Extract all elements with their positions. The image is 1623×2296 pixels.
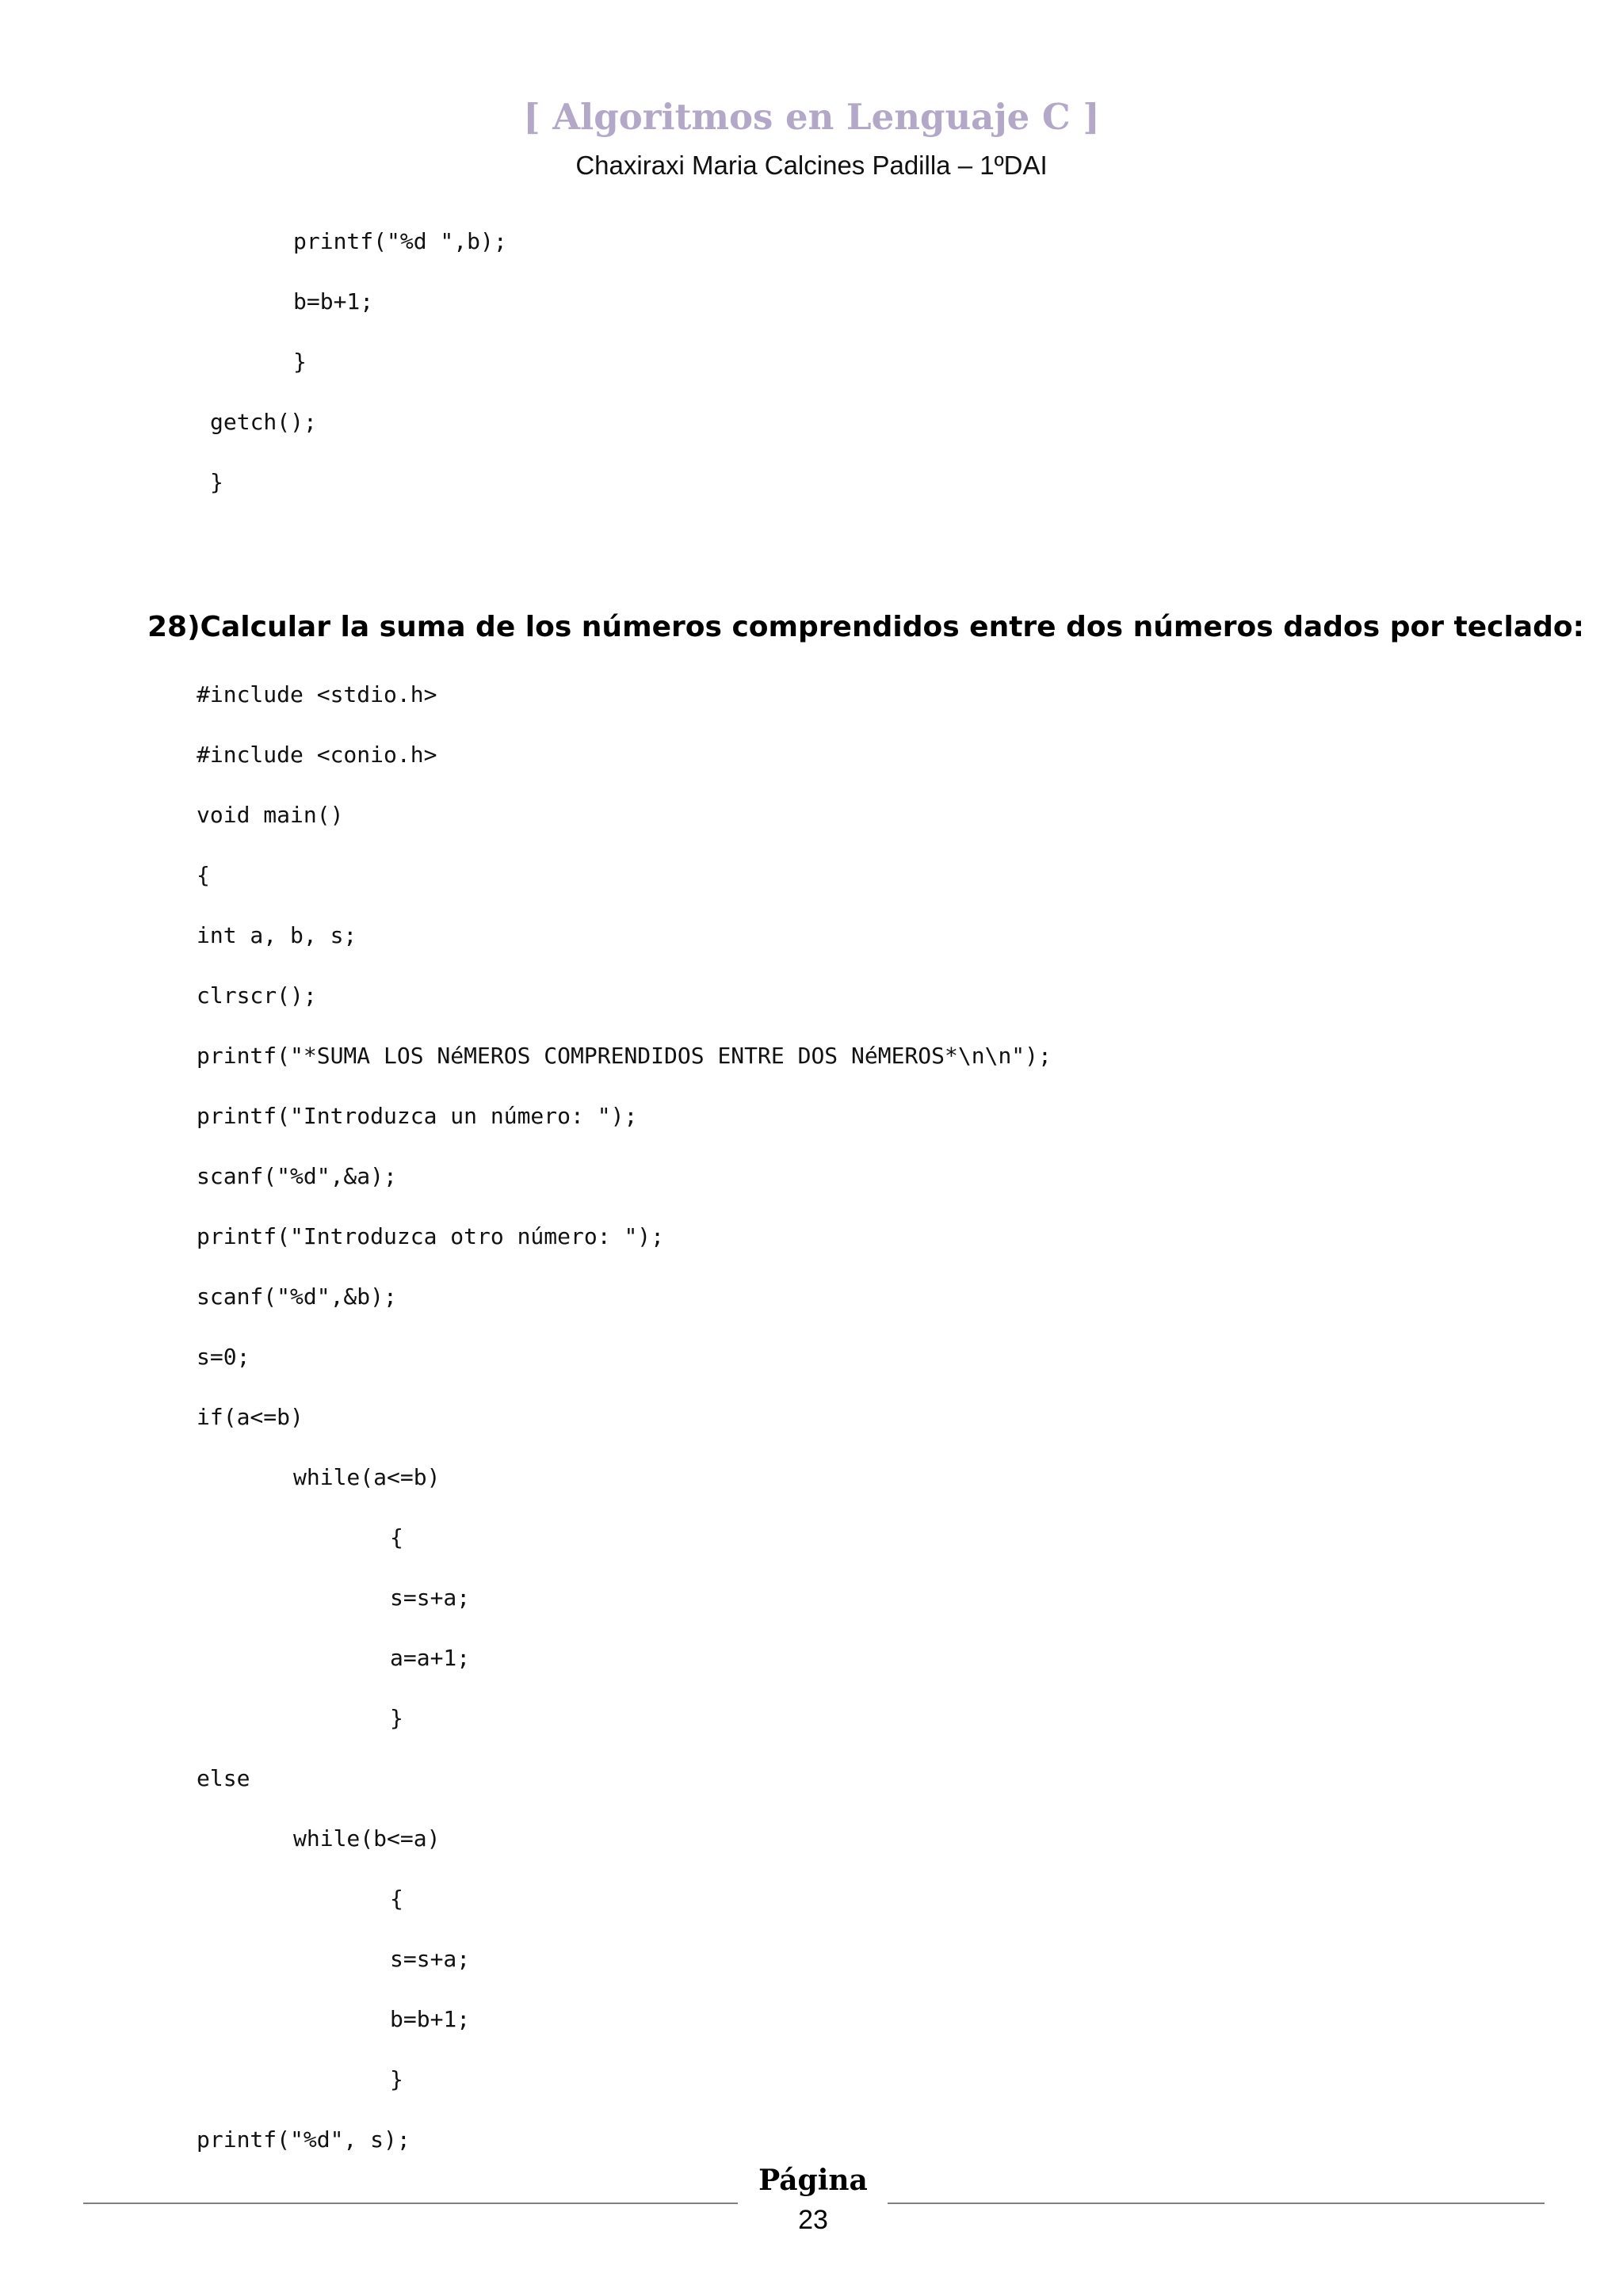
footer-divider-right — [888, 2203, 1545, 2204]
code-line: printf("%d", s); — [197, 2126, 411, 2153]
code-line: #include <stdio.h> — [197, 681, 437, 707]
code-line: int a, b, s; — [197, 922, 357, 948]
code-line: if(a<=b) — [197, 1404, 304, 1430]
code-line: while(b<=a) — [293, 1825, 441, 1852]
code-line: { — [390, 1524, 403, 1550]
code-line: getch(); — [210, 409, 317, 435]
code-line: scanf("%d",&a); — [197, 1163, 397, 1189]
document-author: Chaxiraxi Maria Calcines Padilla – 1ºDAI — [575, 151, 1048, 180]
code-line: s=s+a; — [390, 1585, 471, 1611]
code-line: b=b+1; — [390, 2006, 471, 2032]
code-line: { — [390, 1886, 403, 1912]
document-title: [ Algoritmos en Lenguaje C ] — [523, 96, 1100, 138]
code-line: { — [197, 862, 210, 888]
code-line: } — [293, 349, 307, 375]
code-line: a=a+1; — [390, 1645, 471, 1671]
code-line: } — [390, 2066, 403, 2092]
code-line: } — [390, 1705, 403, 1731]
code-line: printf("Introduzca un número: "); — [197, 1103, 638, 1129]
code-line: printf("%d ",b); — [293, 228, 507, 254]
code-line: b=b+1; — [293, 288, 374, 315]
footer-divider-left — [83, 2203, 738, 2204]
footer-page-label: Página — [758, 2164, 868, 2197]
code-line: printf("Introduzca otro número: "); — [197, 1223, 665, 1249]
code-line: #include <conio.h> — [197, 742, 437, 768]
code-line: clrscr(); — [197, 982, 317, 1009]
code-line: } — [210, 469, 223, 495]
code-line: scanf("%d",&b); — [197, 1283, 397, 1310]
code-line: s=0; — [197, 1344, 250, 1370]
code-line: else — [197, 1765, 250, 1791]
exercise-28-heading: 28)Calcular la suma de los números comprendidos entre dos números dados por teclado: — [147, 611, 1585, 643]
code-line: while(a<=b) — [293, 1464, 441, 1490]
code-line: s=s+a; — [390, 1946, 471, 1972]
footer-page-number: 23 — [798, 2205, 828, 2235]
code-line: void main() — [197, 802, 344, 828]
code-line: printf("*SUMA LOS NéMEROS COMPRENDIDOS ENTRE DOS NéMEROS*\n\n"); — [197, 1043, 1052, 1069]
